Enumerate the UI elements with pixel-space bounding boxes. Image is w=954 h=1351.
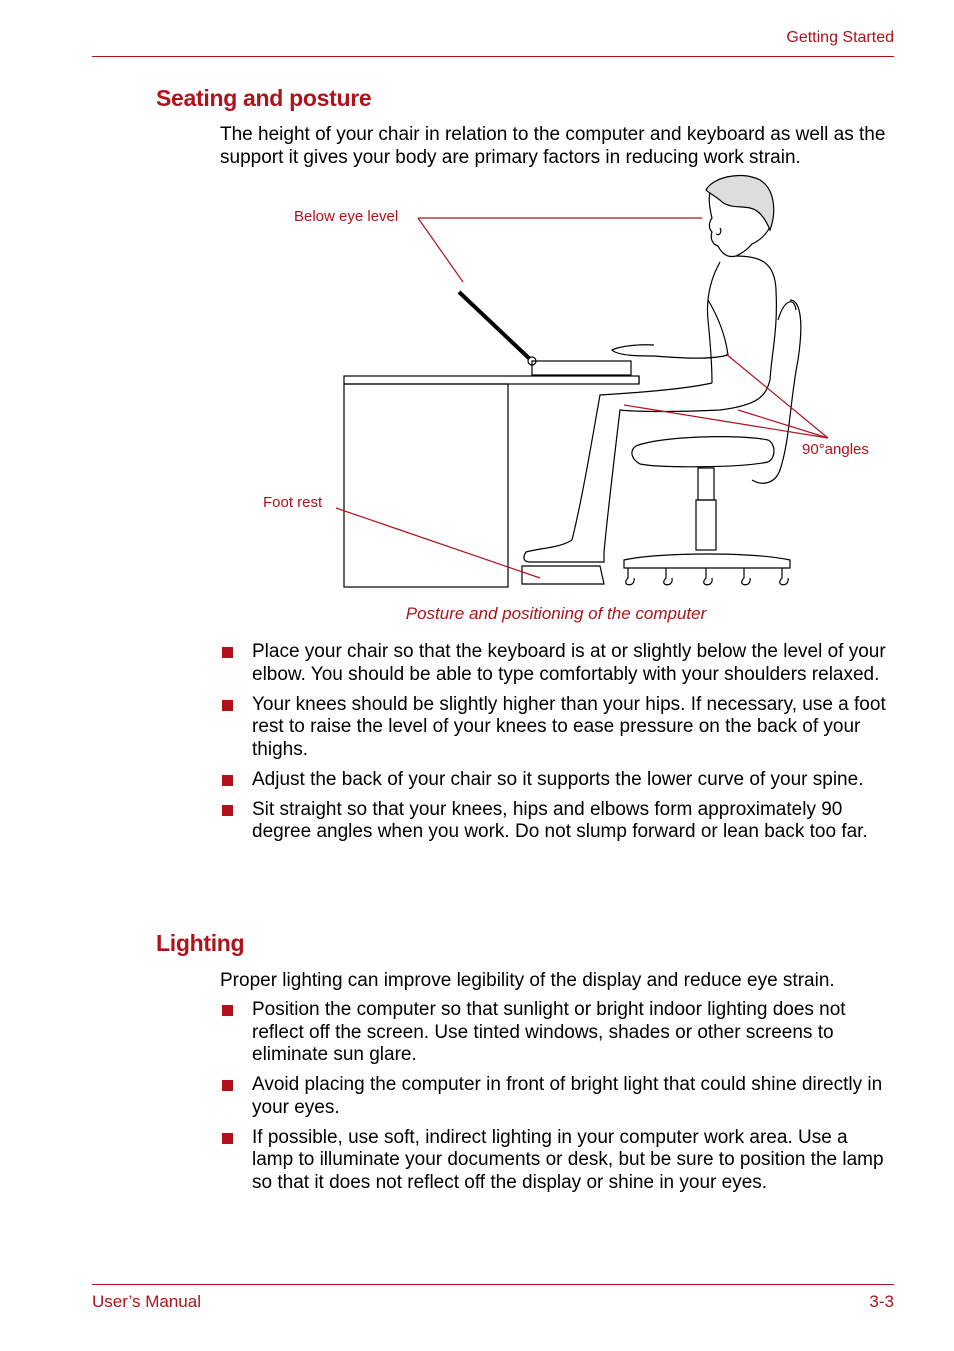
seating-intro: The height of your chair in relation to the computer and keyboard as well as the support it gives your body are primary factors in reducing work strain. <box>220 124 886 168</box>
section-title-lighting: Lighting <box>156 930 245 956</box>
section-title-seating: Seating and posture <box>156 85 372 111</box>
chair-wheels <box>626 568 788 585</box>
footer-rule <box>92 1284 894 1285</box>
footer-manual-title: User’s Manual <box>92 1292 201 1311</box>
list-item: Adjust the back of your chair so it supports the lower curve of your spine. <box>220 769 892 792</box>
lighting-intro: Proper lighting can improve legibility of the display and reduce eye strain. <box>220 970 835 991</box>
person-arm <box>654 300 728 358</box>
label-90-angles: 90°angles <box>802 441 869 458</box>
chair-back <box>752 300 801 483</box>
posture-illustration <box>250 170 890 600</box>
person-foot <box>524 540 604 562</box>
label-below-eye-level: Below eye level <box>294 208 399 225</box>
bullet-square-icon <box>222 805 233 816</box>
bullet-square-icon <box>222 1133 233 1144</box>
list-item: Sit straight so that your knees, hips and elbows form approximately 90 degree angles when you work. Do not slump forward or lean back too far. <box>220 799 892 844</box>
chair-base <box>624 554 790 568</box>
posture-figure <box>250 170 890 600</box>
list-item: Avoid placing the computer in front of bright light that could shine directly in your eyes. <box>220 1074 892 1119</box>
bullet-square-icon <box>222 775 233 786</box>
bullet-square-icon <box>222 647 233 658</box>
laptop-screen <box>459 292 532 361</box>
person-leg-front <box>572 383 712 540</box>
lighting-bullet-list <box>220 999 892 1202</box>
bullet-square-icon <box>222 700 233 711</box>
desk-top <box>344 376 639 384</box>
header-rule <box>92 56 894 57</box>
list-item: Place your chair so that the keyboard is at or slightly below the level of your elbow. You should be able to type comfortably with your shoulders relaxed. <box>220 641 892 686</box>
seating-bullet-list <box>220 641 892 851</box>
person-front <box>708 262 721 383</box>
bullet-square-icon <box>222 1080 233 1091</box>
list-item: Position the computer so that sunlight or bright indoor lighting does not reflect off the screen. Use tinted windows, shades or other screens to eliminate sun glare. <box>220 999 892 1067</box>
bullet-square-icon <box>222 1005 233 1016</box>
chair-seat <box>632 437 774 467</box>
list-item: Your knees should be slightly higher than your hips. If necessary, use a foot rest to raise the level of your knees to ease pressure on the back of your thighs. <box>220 694 892 762</box>
laptop-base <box>532 361 631 375</box>
foot-rest <box>522 566 604 584</box>
foot-rest-pointer <box>336 508 540 578</box>
angle-pointer-hip <box>738 410 828 438</box>
list-item: If possible, use soft, indirect lighting in your computer work area. Use a lamp to illuminate your documents or desk, but be sure to position the lamp so that it does not reflect off the display or shine in your eyes. <box>220 1127 892 1195</box>
footer-page-number: 3-3 <box>869 1292 894 1311</box>
running-header: Getting Started <box>786 29 894 46</box>
angle-pointer-knee <box>624 405 828 438</box>
person-back <box>736 256 776 380</box>
figure-caption: Posture and positioning of the computer <box>405 604 707 623</box>
desk-cabinet <box>344 384 508 587</box>
label-foot-rest: Foot rest <box>263 494 323 511</box>
angle-pointer-elbow <box>726 354 828 438</box>
